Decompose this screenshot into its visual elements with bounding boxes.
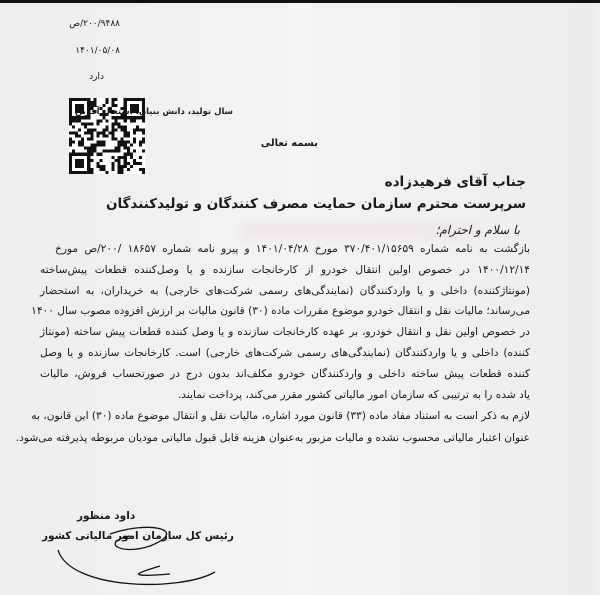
- year-motto: سال تولید، دانش بنیان، اشتغال آفرین: [74, 107, 233, 117]
- body-line: ۱۴۰۰/۱۲/۱۴ در خصوص اولین انتقال خودرو از کارخانجات سازنده و یا وصل‌کننده قطعات پیش‌ساخته: [40, 264, 530, 276]
- letter-number: ۲۰۰/۹۴۸۸/ص: [69, 19, 120, 29]
- body-line: عنوان اعتبار مالیاتی محسوب نشده و مالیات مزبور به‌عنوان هزینه قابل قبول مالیاتی مودیان مربوطه پذیرفته می‌شود.: [15, 432, 530, 444]
- letter-attachment: دارد: [89, 72, 104, 82]
- salutation: با سلام و احترام؛: [435, 223, 520, 237]
- invocation: بسمه تعالی: [260, 138, 318, 149]
- body-line: می‌رساند؛ مالیات نقل و انتقال خودرو موضوع مقررات ماده (۳۰) قانون مالیات بر ارزش افزوده مصوب سال ۱۴۰۰: [31, 305, 530, 317]
- body-line: (مونتاژکننده) داخلی و یا واردکنندگان (نمایندگی‌های رسمی شرکت‌های خارجی) به خریداران، به استحضار: [40, 285, 530, 297]
- signature-icon: [40, 520, 210, 590]
- recipient-name: جناب آقای فرهیدزاده: [384, 174, 526, 190]
- body-line: کننده قطعات پیش ساخته داخلی و واردکنندگان خودرو مکلف‌اند بدون درج در صورتحساب فروش، مالیات: [40, 368, 530, 380]
- signer-title: رئیس کل سازمان امور مالیاتی کشور: [42, 530, 234, 542]
- recipient-title: سرپرست محترم سازمان حمایت مصرف کنندگان و تولیدکنندگان: [105, 196, 526, 212]
- body-line: بازگشت به نامه شماره ۳۷۰/۴۰۱/۱۵۶۵۹ مورخ ۱۴۰۱/۰۴/۲۸ و پیرو نامه شماره ۱۸۶۵۷ /۲۰۰/ص مورخ: [55, 243, 530, 255]
- letter-date: ۱۴۰۱/۰۵/۰۸: [75, 46, 120, 56]
- body-line: لازم به ذکر است به استناد مفاد ماده (۳۳) قانون مورد اشاره، مالیات نقل و انتقال موضوع ماده (۳۰) این قانون، به: [31, 410, 530, 422]
- signer-name: داود منظور: [77, 510, 136, 522]
- letter-page: [2, 3, 596, 595]
- body-line: یاد شده را به ترتیبی که سازمان امور مالیاتی کشور مقرر می‌کند، پرداخت نمایند.: [177, 389, 530, 401]
- body-line: کننده) داخلی و یا واردکنندگان (نمایندگی‌های رسمی شرکت‌های خارجی) است. کارخانجات سازنده و یا وصل: [40, 347, 530, 359]
- body-line: در خصوص اولین نقل و انتقال خودرو، بر عهده کارخانجات سازنده و یا وصل کننده قطعات پیش ساخته (مونتاژ: [40, 326, 530, 338]
